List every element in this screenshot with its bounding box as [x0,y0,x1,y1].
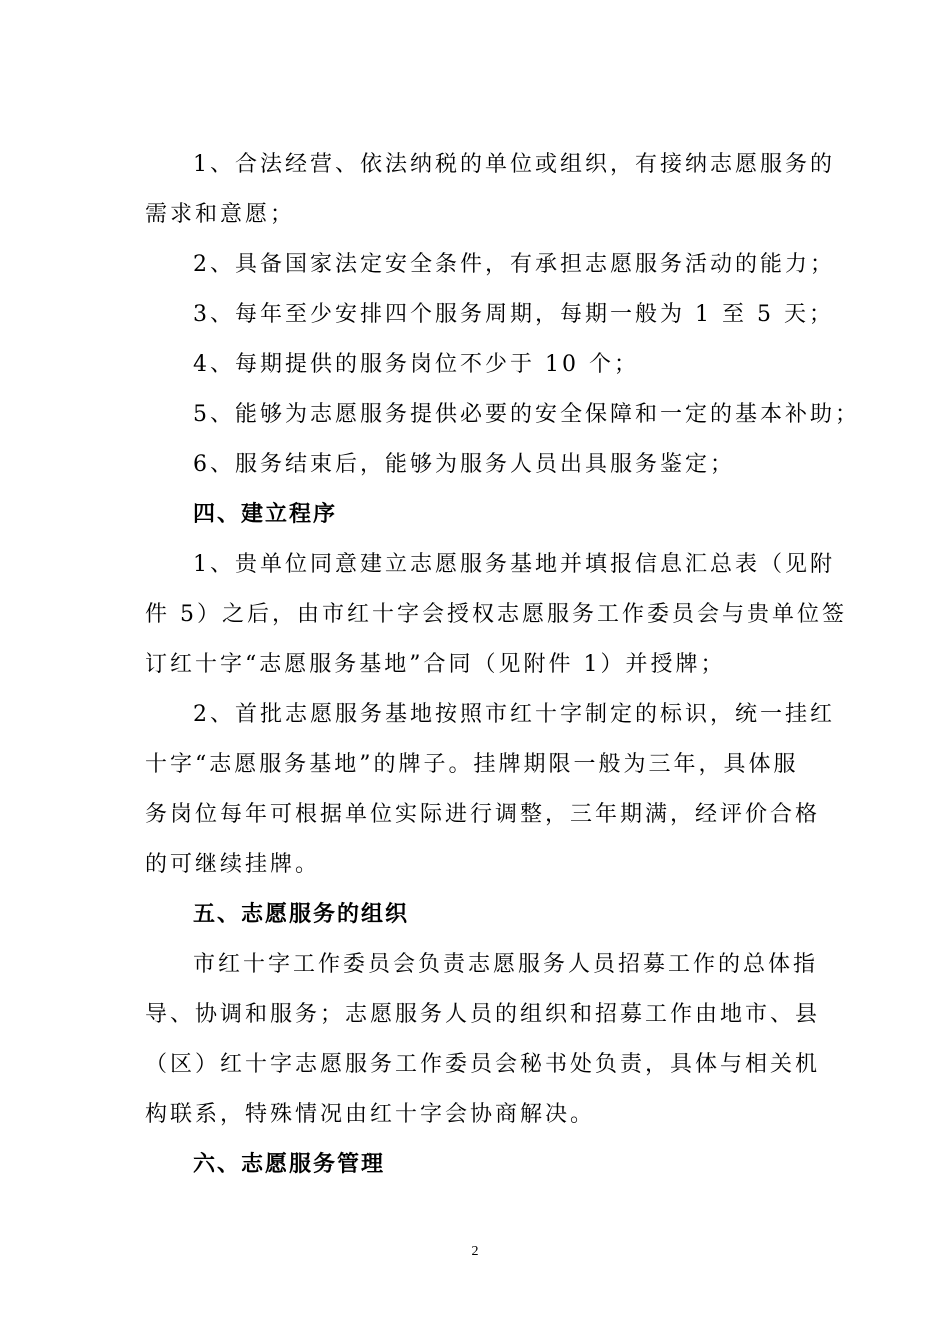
section-heading: 四、建立程序 [193,502,338,527]
paragraph-line: 件 5）之后，由市红十字会授权志愿服务工作委员会与贵单位签 [145,602,847,627]
paragraph-line: 需求和意愿； [145,202,296,227]
paragraph-line: 6、服务结束后，能够为服务人员出具服务鉴定； [193,452,735,477]
paragraph-line: 导、协调和服务；志愿服务人员的组织和招募工作由地市、县 [145,1002,821,1027]
paragraph-line: （区）红十字志愿服务工作委员会秘书处负责，具体与相关机 [145,1052,821,1077]
paragraph-line: 2、具备国家法定安全条件，有承担志愿服务活动的能力； [193,252,835,277]
paragraph-line: 3、每年至少安排四个服务周期，每期一般为 1 至 5 天； [193,302,834,327]
paragraph-line: 务岗位每年可根据单位实际进行调整，三年期满，经评价合格 [145,802,821,827]
paragraph-line: 1、贵单位同意建立志愿服务基地并填报信息汇总表（见附 [193,552,835,577]
paragraph-line: 5、能够为志愿服务提供必要的安全保障和一定的基本补助； [193,402,860,427]
paragraph-line: 2、首批志愿服务基地按照市红十字制定的标识，统一挂红 [193,702,835,727]
page-number: 2 [471,1244,479,1259]
paragraph-line: 十字“志愿服务基地”的牌子。挂牌期限一般为三年，具体服 [145,752,799,777]
paragraph-line: 的可继续挂牌。 [145,852,321,877]
section-heading: 五、志愿服务的组织 [193,902,410,927]
paragraph-line: 订红十字“志愿服务基地”合同（见附件 1）并授牌； [145,652,726,677]
paragraph-line: 4、每期提供的服务岗位不少于 10 个； [193,352,639,377]
paragraph-line: 1、合法经营、依法纳税的单位或组织，有接纳志愿服务的 [193,152,835,177]
paragraph-line: 市红十字工作委员会负责志愿服务人员招募工作的总体指 [193,952,819,977]
section-heading: 六、志愿服务管理 [193,1152,386,1177]
paragraph-line: 构联系，特殊情况由红十字会协商解决。 [145,1102,596,1127]
